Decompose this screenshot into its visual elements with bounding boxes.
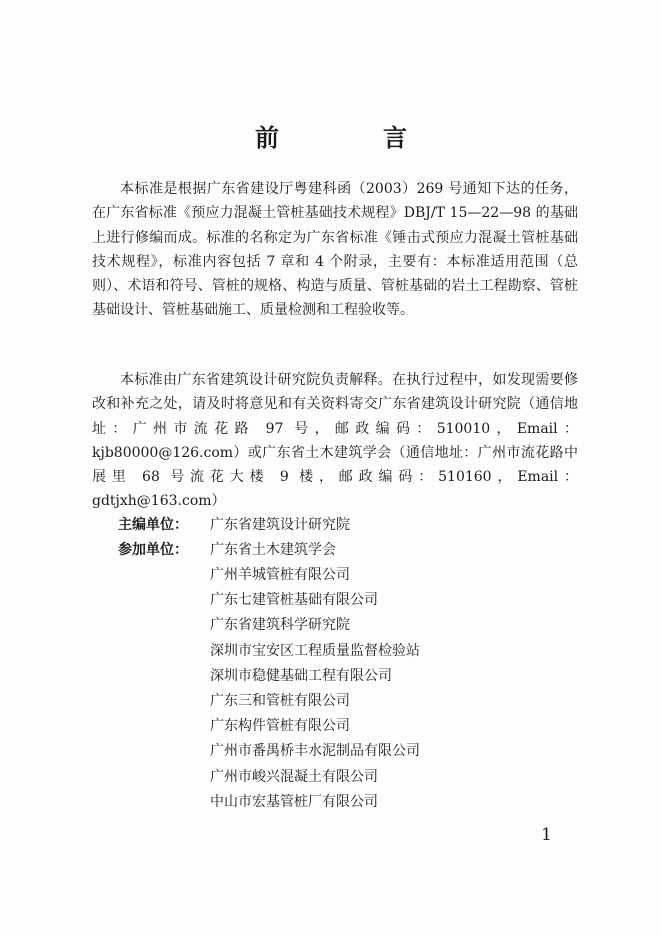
paragraph-1 [92,177,578,323]
page-number: 1 [541,825,552,845]
units-section [118,513,350,563]
paragraph-text: 本标准由广东省建筑设计研究院负责解释。在执行过程中，如发现需要修改和补充之处，请及时将意见和有关资料寄交广东省建筑设计研究院（通信地址：广州市流花路 97 号，邮政编码：510010，Email：kjb80000@126.com）或广东省土木建筑学会（通信地址：广州市流花路中展里 68 号流花大楼 9 楼，邮政编码：510160，Email：gdtjxh@163.com） [92,372,578,510]
participating-unit-list [210,563,420,815]
chief-unit-label: 主编单位： [118,517,188,533]
list-item: 广东省建筑科学研究院 [210,617,350,634]
list-item: 广东构件管桩有限公司 [210,718,350,735]
list-item: 中山市宏基管桩厂有限公司 [210,793,378,810]
page-title: 前 言 [255,124,447,152]
participating-unit-name: 广东省土木建筑学会 [210,542,336,558]
list-item: 广东三和管桩有限公司 [210,693,350,710]
list-item: 广州市峻兴混凝土有限公司 [210,768,378,785]
list-item: 深圳市宝安区工程质量监督检验站 [210,642,420,659]
list-item: 广东七建管桩基础有限公司 [210,592,378,609]
list-item: 广州羊城管桩有限公司 [210,567,350,583]
participating-unit-row [118,538,350,563]
list-item: 深圳市稳健基础工程有限公司 [210,667,392,684]
participating-unit-label: 参加单位： [118,542,188,558]
chief-unit-row [118,513,350,538]
list-item: 广州市番禺桥丰水泥制品有限公司 [210,743,420,760]
paragraph-text: 本标准是根据广东省建设厅粤建科函（2003）269 号通知下达的任务，在广东省标准《预应力混凝土管桩基础技术规程》DBJ/T 15—22—98 的基础上进行修编而成。标准的名称定为广东省标准《锤击式预应力混凝土管桩基础技术规程》，标准内容包括 7 章和 4 个附录，主要有：本标准适用范围（总则）、术语和符号、管桩的规格、构造与质量、管桩基础的岩土工程勘察、管桩基础设计、管桩基础施工、质量检测和工程验收等。 [92,181,578,319]
chief-unit-name: 广东省建筑设计研究院 [210,517,350,533]
paragraph-2 [92,368,578,514]
